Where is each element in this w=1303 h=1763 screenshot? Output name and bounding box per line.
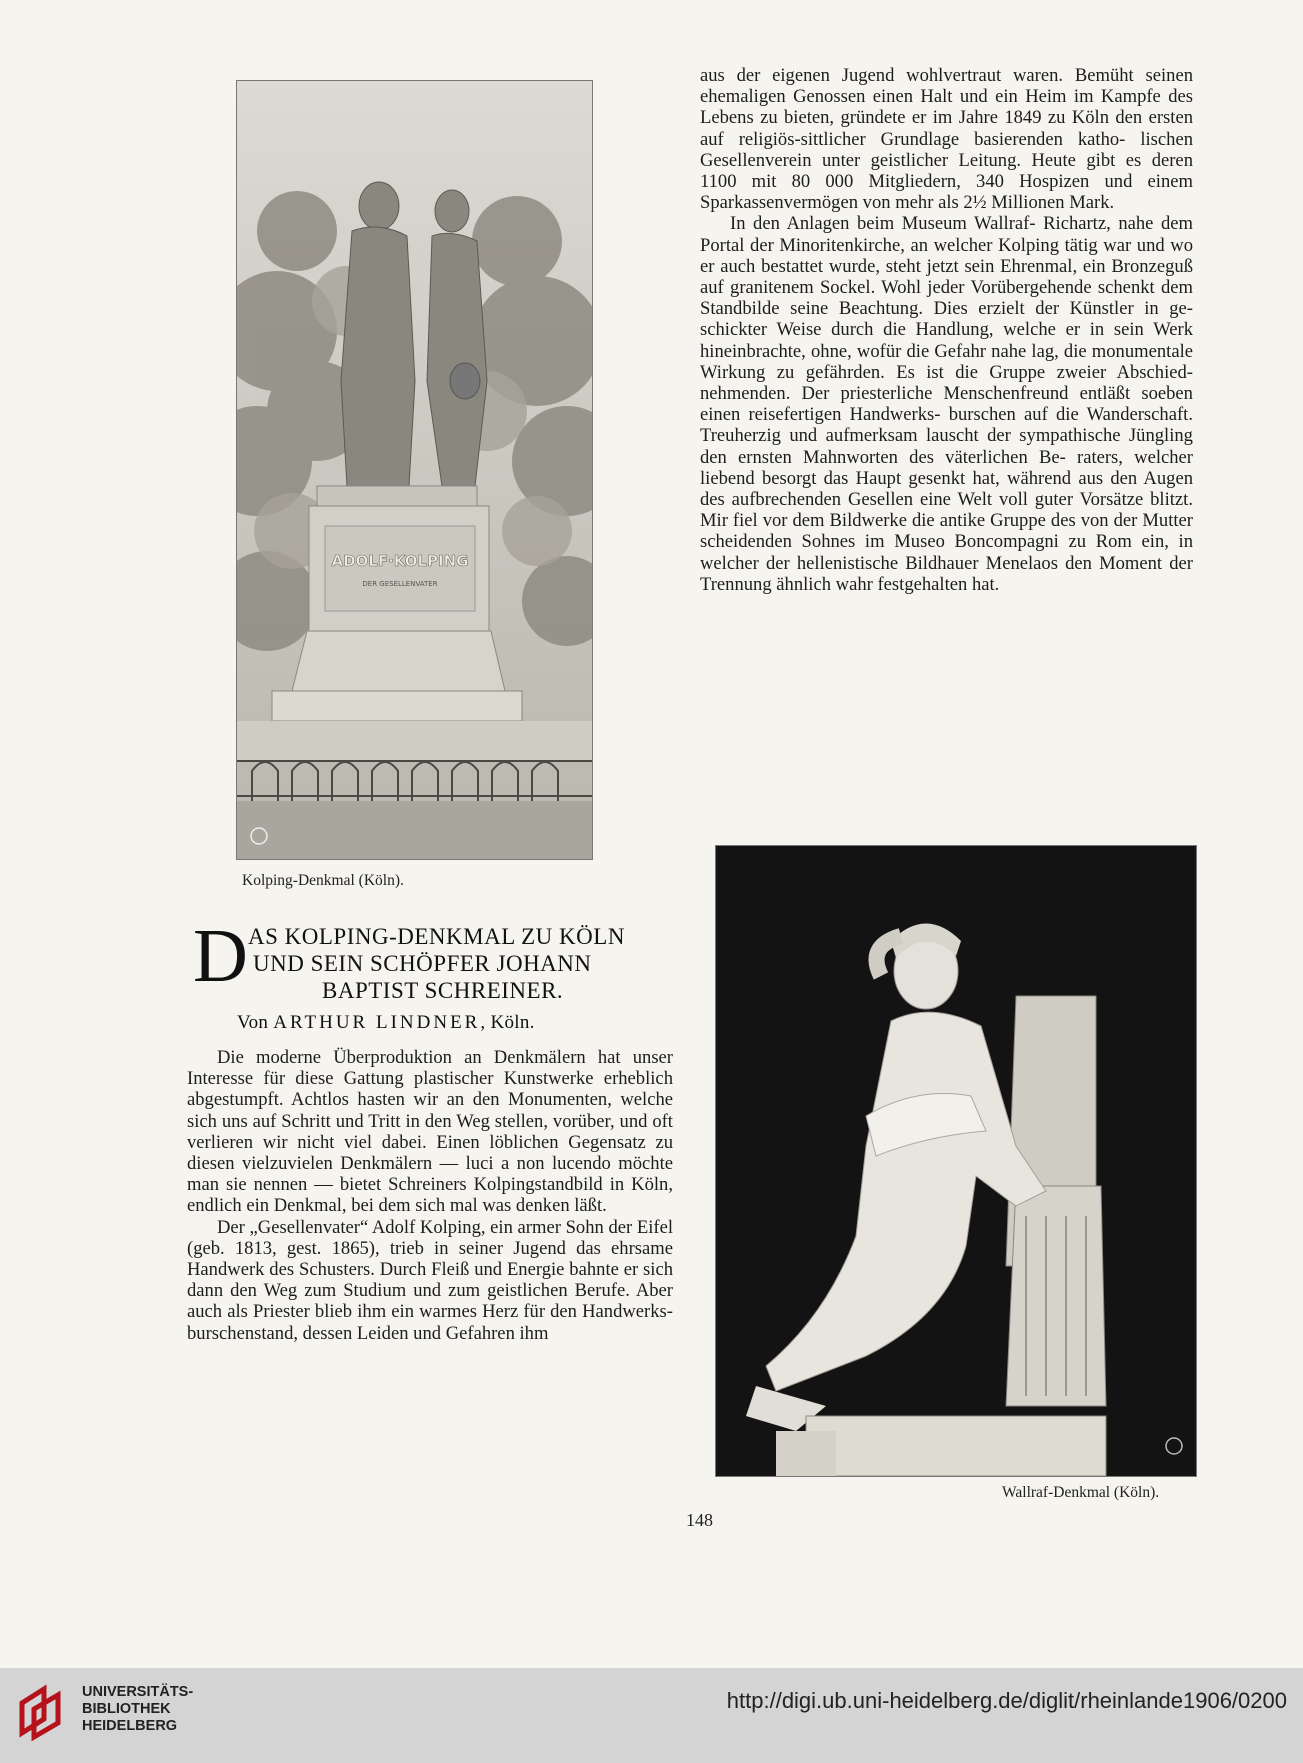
- heading-line-1: AS KOLPING-DENKMAL ZU KÖLN: [248, 924, 625, 949]
- text-line: seiner Jugend das ehrsame Handwerk des: [187, 1237, 674, 1281]
- text-line: Heute gibt es deren 1100 mit 80 000 Mitgliedern,: [700, 149, 1193, 193]
- text-line: in Köln, endlich ein Denkmal, bei dem sich mal: [187, 1174, 673, 1217]
- text-line: Bronzeguß auf granitenem Sockel. Wohl jeder: [700, 255, 1193, 299]
- byline-suffix: , Köln.: [480, 1012, 535, 1033]
- kolping-monument-photo: [236, 80, 593, 860]
- text-line: lischen Gesellenverein unter geistlicher Leitung.: [700, 128, 1193, 171]
- left-column-para1: [187, 1047, 673, 1217]
- text-line: gründete er im Jahre 1849 zu Köln den ersten: [840, 107, 1193, 129]
- text-line: den ernsten Mahnworten des väterlichen Be-: [700, 446, 1066, 468]
- text-line: sich dann den Weg zum Studium und zum: [187, 1259, 673, 1302]
- text-line: Die moderne Überproduktion an Denkmälern: [217, 1047, 586, 1068]
- footer-bar: [0, 1668, 1303, 1763]
- text-line: in sein Werk hineinbrachte, ohne, wofür die: [700, 319, 1193, 362]
- text-line: burschen auf die Wanderschaft. Treuherzig und: [700, 404, 1193, 447]
- text-line: und ein Heim im Kampfe des Lebens zu bieten,: [700, 86, 1193, 129]
- heading-line-2: UND SEIN SCHÖPFER JOHANN: [253, 951, 592, 976]
- kolping-monument-illustration: [237, 81, 592, 859]
- heading-dropcap: D: [193, 914, 248, 998]
- kolping-photo-caption: Kolping-Denkmal (Köln).: [242, 872, 404, 889]
- text-line: Einen löblichen Gegensatz zu diesen vielzuvielen: [187, 1131, 673, 1175]
- text-line: an welcher Kolping tätig war und wo er auch: [700, 234, 1193, 277]
- text-line: bestattet wurde, steht jetzt sein Ehrenmal, ein: [761, 255, 1106, 277]
- byline-author: ARTHUR LINDNER: [273, 1012, 481, 1033]
- text-line: Gesellen eine Welt voll guter Vorsätze blitzt.: [848, 489, 1193, 511]
- text-line: nehmenden. Der priesterliche Menschenfreund: [700, 383, 1069, 405]
- text-line: der hellenistische Bildhauer Menelaos den Moment: [765, 552, 1163, 574]
- wallraf-monument-photo: [715, 845, 1197, 1477]
- text-line: gefährden. Es ist die Gruppe zweier Abschied-: [805, 361, 1193, 383]
- text-line: was denken läßt.: [482, 1195, 607, 1217]
- text-line: von mehr als 2½ Millionen Mark.: [862, 192, 1115, 214]
- text-line: Museo Boncompagni zu Rom ein, in welcher: [700, 531, 1194, 574]
- text-line: Der „Gesellenvater“ Adolf Kolping, ein armer: [217, 1216, 561, 1238]
- text-line: Mir fiel vor dem Bildwerke die antike Gruppe: [700, 510, 1046, 532]
- text-line: Schusters. Durch Fleiß und Energie bahnte er: [298, 1259, 639, 1281]
- text-line: Vorübergehende schenkt dem Standbilde seine: [700, 277, 1194, 320]
- text-line: Gefahr nahe lag, die monumentale Wirkung zu: [700, 340, 1193, 383]
- text-line: burschenstand, dessen Leiden und Gefahren ihm: [187, 1322, 549, 1344]
- text-line: aus der eigenen Jugend wohlvertraut waren.: [700, 65, 1064, 86]
- text-line: In den Anlagen beim Museum Wallraf-: [730, 213, 1036, 235]
- text-line: Kunstwerke erheblich abgestumpft. Achtlos: [187, 1068, 673, 1111]
- text-line: Bemüht seinen ehemaligen Genossen einen Halt: [700, 65, 1193, 108]
- text-line: Sohn der Eifel (geb. 1813, gest. 1865), trieb in: [187, 1216, 674, 1259]
- library-name: [82, 1684, 193, 1735]
- text-line: entläßt soeben einen reisefertigen Handwerks-: [700, 383, 1193, 426]
- library-name-line3: HEIDELBERG: [82, 1718, 178, 1734]
- library-logo-icon: [14, 1683, 72, 1741]
- left-column-body: [187, 1047, 673, 1344]
- page-number: 148: [686, 1510, 713, 1530]
- text-line: sie nennen — bietet Schreiners Kolpingstandbild: [226, 1174, 603, 1196]
- text-line: uns auf Schritt und Tritt in den Weg stellen,: [221, 1110, 548, 1132]
- text-line: Richartz, nahe dem Portal der Minoritenkirche,: [700, 213, 1194, 256]
- byline-prefix: Von: [237, 1012, 269, 1033]
- left-column-para2: [187, 1217, 673, 1344]
- heading-line-3: BAPTIST SCHREINER.: [322, 978, 564, 1003]
- text-line: vorüber, und oft verlieren wir nicht viel dabei.: [187, 1110, 673, 1153]
- text-line: 340 Hospizen und einem Sparkassenvermögen: [700, 171, 1193, 214]
- text-line: aufmerksam lauscht der sympathische Jüngling: [825, 425, 1193, 447]
- text-line: Denkmälern — luci a non lucendo möchte man: [187, 1153, 674, 1196]
- text-line: schickter Weise durch die Handlung, welche er: [700, 319, 1081, 341]
- text-line: des von der Mutter scheidenden Sohnes im: [700, 510, 1193, 553]
- wallraf-photo-caption: Wallraf-Denkmal (Köln).: [1002, 1484, 1160, 1501]
- text-line: raters, welcher liebend besorgt das Haupt gesenkt: [700, 446, 1193, 489]
- text-line: auf religiös-sittlicher Grundlage basierenden katho-: [700, 128, 1126, 150]
- text-line: ihm ein warmes Herz für den Handwerks-: [357, 1301, 673, 1323]
- text-line: der Trennung ähnlich wahr festgehalten hat.: [700, 552, 1193, 595]
- text-line: Beachtung. Dies erzielt der Künstler in ge-: [838, 298, 1193, 320]
- right-column-top: [700, 65, 1193, 595]
- library-name-line1: UNIVERSITÄTS-: [82, 1684, 194, 1700]
- right-column-para1: [700, 65, 1193, 213]
- pedestal-inscription-main: ADOLF·KOLPING: [331, 552, 469, 570]
- digital-copy-url-link[interactable]: http://digi.ub.uni-heidelberg.de/diglit/rheinlande1906/0200: [726, 1688, 1287, 1713]
- text-line: hasten wir an den Monumenten, welche sich: [187, 1089, 674, 1132]
- text-line: hat unser Interesse für diese Gattung plastischer: [187, 1047, 673, 1090]
- byline: [237, 1012, 535, 1034]
- right-column-para2: [700, 213, 1193, 595]
- pedestal-inscription-sub: DER GESELLENVATER: [362, 580, 438, 588]
- text-line: hat, während aus den Augen des aufbrechenden: [700, 467, 1194, 511]
- library-name-line2: BIBLIOTHEK: [82, 1701, 171, 1717]
- text-line: geistlichen Berufe. Aber auch als Priester blieb: [187, 1280, 673, 1323]
- wallraf-monument-illustration: [716, 846, 1196, 1476]
